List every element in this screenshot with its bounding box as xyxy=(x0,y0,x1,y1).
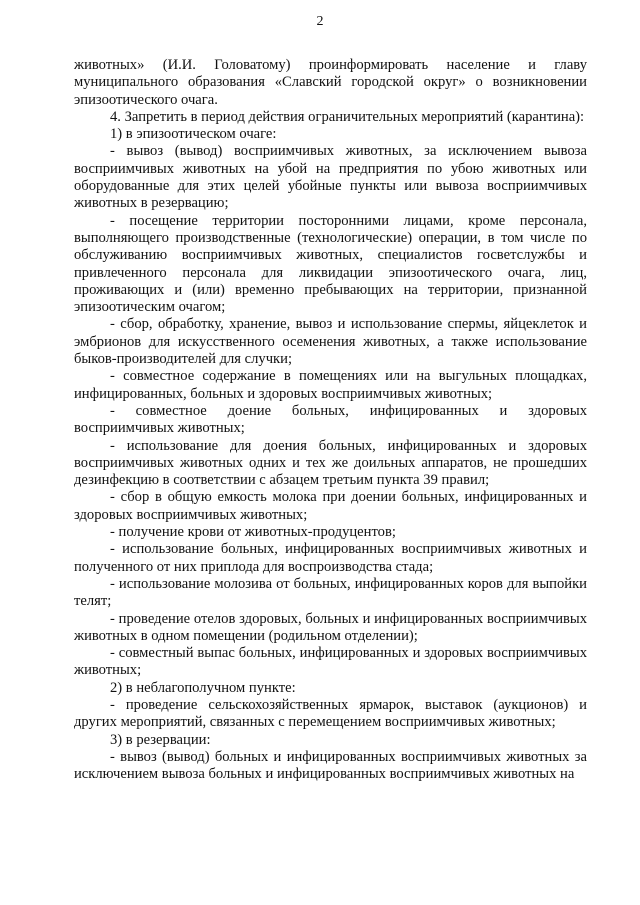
list-item: - сбор в общую емкость молока при доении больных, инфицированных и здоровых восприимчивых животных; xyxy=(74,489,587,523)
paragraph: животных» (И.И. Головатому) проинформировать население и главу муниципального образования «Славский городской округ» о возникновении эпизоотического очага. xyxy=(74,57,587,108)
list-item: - вывоз (вывод) восприимчивых животных, за исключением вывоза восприимчивых животных на убой на предприятия по убою животных или оборудованные для этих целей убойные пункты или вывоза восприимчивых животных в резервацию; xyxy=(74,143,587,212)
list-item: - использование молозива от больных, инфицированных коров для выпойки телят; xyxy=(74,575,587,610)
list-item: - получение крови от животных-продуцентов; xyxy=(110,524,396,541)
document-body xyxy=(74,57,587,783)
list-item: - совместный выпас больных, инфицированных и здоровых восприимчивых животных; xyxy=(74,645,587,679)
page-number: 2 xyxy=(316,14,324,29)
paragraph: 1) в эпизоотическом очаге: xyxy=(110,126,277,143)
list-item: - совместное доение больных, инфицированных и здоровых восприимчивых животных; xyxy=(74,402,587,437)
list-item: - проведение отелов здоровых, больных и инфицированных восприимчивых животных в одном помещении (родильном отделении); xyxy=(74,610,587,644)
list-item: - сбор, обработку, хранение, вывоз и использование спермы, яйцеклеток и эмбрионов для искусственного осеменения животных, а также использование быков-производителей для случки; xyxy=(74,316,587,368)
paragraph: 4. Запретить в период действия ограничительных мероприятий (карантина): xyxy=(110,108,585,125)
list-item: - посещение территории посторонними лицами, кроме персонала, выполняющего производственные (технологические) операции, в том числе по обслуживанию восприимчивых животных, специалистов госветслужбы и привлеченного персонала для ликвидации эпизоотического очага, лиц, проживающих и (или) временно пребывающих на территории, признанной эпизоотическим очагом; xyxy=(74,212,587,316)
list-item: - совместное содержание в помещениях или на выгульных площадках, инфицированных, больных и здоровых восприимчивых животных; xyxy=(74,368,587,402)
paragraph: 3) в резервации: xyxy=(110,731,211,748)
list-item: - использование больных, инфицированных восприимчивых животных и полученного от них приплода для воспроизводства стада; xyxy=(74,541,587,575)
list-item: - использование для доения больных, инфицированных и здоровых восприимчивых животных одних и тех же доильных аппаратов, не прошедших дезинфекцию в соответствии с абзацем третьим пункта 39 правил; xyxy=(74,437,587,489)
list-item: - проведение сельскохозяйственных ярмарок, выставок (аукционов) и других мероприятий, связанных с перемещением восприимчивых животных; xyxy=(74,696,587,731)
list-item: - вывоз (вывод) больных и инфицированных восприимчивых животных за исключением вывоза больных и инфицированных восприимчивых животных на xyxy=(74,748,587,783)
paragraph: 2) в неблагополучном пункте: xyxy=(110,679,296,696)
